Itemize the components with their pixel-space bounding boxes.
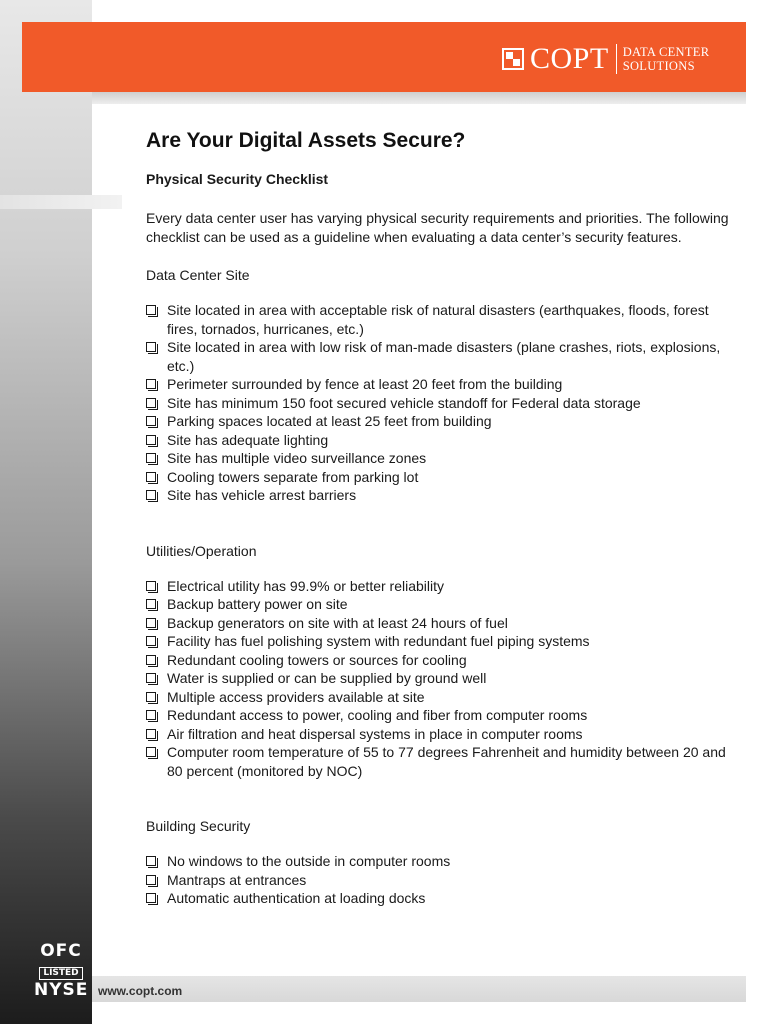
page-subtitle: Physical Security Checklist bbox=[146, 171, 329, 187]
checkbox-icon[interactable] bbox=[146, 636, 156, 646]
checkbox-icon[interactable] bbox=[146, 856, 156, 866]
checklist-item[interactable]: Multiple access providers available at site bbox=[146, 688, 736, 707]
checkbox-icon[interactable] bbox=[146, 673, 156, 683]
logo-tag-line1: DATA CENTER bbox=[622, 45, 710, 59]
checkbox-icon[interactable] bbox=[146, 490, 156, 500]
logo-word: COPT bbox=[530, 42, 609, 75]
page-title: Are Your Digital Assets Secure? bbox=[146, 129, 466, 152]
document-body bbox=[146, 127, 736, 908]
copt-logo bbox=[502, 44, 709, 74]
checkbox-icon[interactable] bbox=[146, 710, 156, 720]
checkbox-icon[interactable] bbox=[146, 692, 156, 702]
checklist-item[interactable]: Site has multiple video surveillance zones bbox=[146, 449, 736, 468]
checkbox-icon[interactable] bbox=[146, 599, 156, 609]
checkbox-icon[interactable] bbox=[146, 453, 156, 463]
checklist-item[interactable]: Perimeter surrounded by fence at least 20 feet from the building bbox=[146, 375, 736, 394]
footer-url-link[interactable]: www.copt.com bbox=[98, 984, 183, 998]
checkbox-icon[interactable] bbox=[146, 305, 156, 315]
logo-tag-line2: SOLUTIONS bbox=[622, 59, 695, 73]
checklist-item[interactable]: Site has adequate lighting bbox=[146, 431, 736, 450]
checkbox-icon[interactable] bbox=[146, 893, 156, 903]
checkbox-icon[interactable] bbox=[146, 581, 156, 591]
section-heading-site: Data Center Site bbox=[146, 267, 250, 283]
checkbox-icon[interactable] bbox=[146, 435, 156, 445]
badge-exchange: NYSE bbox=[34, 980, 89, 1000]
checklist-item[interactable]: Air filtration and heat dispersal systems in place in computer rooms bbox=[146, 725, 736, 744]
checkbox-icon[interactable] bbox=[146, 875, 156, 885]
checklist-item[interactable]: Mantraps at entrances bbox=[146, 871, 736, 890]
checkbox-icon[interactable] bbox=[146, 618, 156, 628]
checklist-item[interactable]: Backup generators on site with at least 24 hours of fuel bbox=[146, 614, 736, 633]
checklist-item[interactable]: Redundant access to power, cooling and fiber from computer rooms bbox=[146, 706, 736, 725]
logo-mark-icon bbox=[502, 48, 524, 70]
checklist-item[interactable]: Water is supplied or can be supplied by ground well bbox=[146, 669, 736, 688]
checklist-item[interactable]: Site located in area with low risk of man-made disasters (plane crashes, riots, explosions, etc.) bbox=[146, 338, 736, 375]
checkbox-icon[interactable] bbox=[146, 747, 156, 757]
checklist-item[interactable]: Backup battery power on site bbox=[146, 595, 736, 614]
section-heading-utilities: Utilities/Operation bbox=[146, 542, 257, 559]
checklist-item[interactable]: Electrical utility has 99.9% or better reliability bbox=[146, 577, 736, 596]
checklist-item[interactable]: No windows to the outside in computer rooms bbox=[146, 852, 736, 871]
checklist-item[interactable]: Automatic authentication at loading docks bbox=[146, 889, 736, 908]
badge-listed: LISTED bbox=[39, 967, 82, 980]
checkbox-icon[interactable] bbox=[146, 416, 156, 426]
logo-divider bbox=[616, 44, 617, 74]
checklist-item[interactable]: Computer room temperature of 55 to 77 degrees Fahrenheit and humidity between 20 and 80 percent (monitored by NOC) bbox=[146, 743, 736, 780]
checklist-item[interactable]: Site has minimum 150 foot secured vehicle standoff for Federal data storage bbox=[146, 394, 736, 413]
checkbox-icon[interactable] bbox=[146, 342, 156, 352]
logo-tagline bbox=[623, 45, 710, 73]
checklist-item[interactable]: Facility has fuel polishing system with redundant fuel piping systems bbox=[146, 632, 736, 651]
checkbox-icon[interactable] bbox=[146, 379, 156, 389]
checkbox-icon[interactable] bbox=[146, 655, 156, 665]
intro-paragraph: Every data center user has varying physical security requirements and priorities. The following checklist can be used as a guideline when evaluating a data center’s security features. bbox=[146, 210, 729, 245]
checklist-item[interactable]: Parking spaces located at least 25 feet from building bbox=[146, 412, 736, 431]
left-band-accent bbox=[0, 195, 122, 209]
section-heading-building: Building Security bbox=[146, 818, 251, 834]
checklist-building bbox=[146, 852, 736, 908]
badge-ticker: OFC bbox=[40, 941, 82, 961]
nyse-listed-badge bbox=[34, 942, 88, 999]
checkbox-icon[interactable] bbox=[146, 729, 156, 739]
checklist-site bbox=[146, 301, 736, 505]
footer-bar bbox=[92, 976, 746, 1002]
checklist-item[interactable]: Site located in area with acceptable risk of natural disasters (earthquakes, floods, forest fires, tornados, hurricanes, etc.) bbox=[146, 301, 736, 338]
header-shadow bbox=[92, 92, 746, 104]
checkbox-icon[interactable] bbox=[146, 472, 156, 482]
checklist-item[interactable]: Site has vehicle arrest barriers bbox=[146, 486, 736, 505]
checklist-utilities bbox=[146, 577, 736, 781]
checklist-item[interactable]: Cooling towers separate from parking lot bbox=[146, 468, 736, 487]
left-gradient-band bbox=[0, 0, 92, 1024]
checklist-item[interactable]: Redundant cooling towers or sources for cooling bbox=[146, 651, 736, 670]
checkbox-icon[interactable] bbox=[146, 398, 156, 408]
